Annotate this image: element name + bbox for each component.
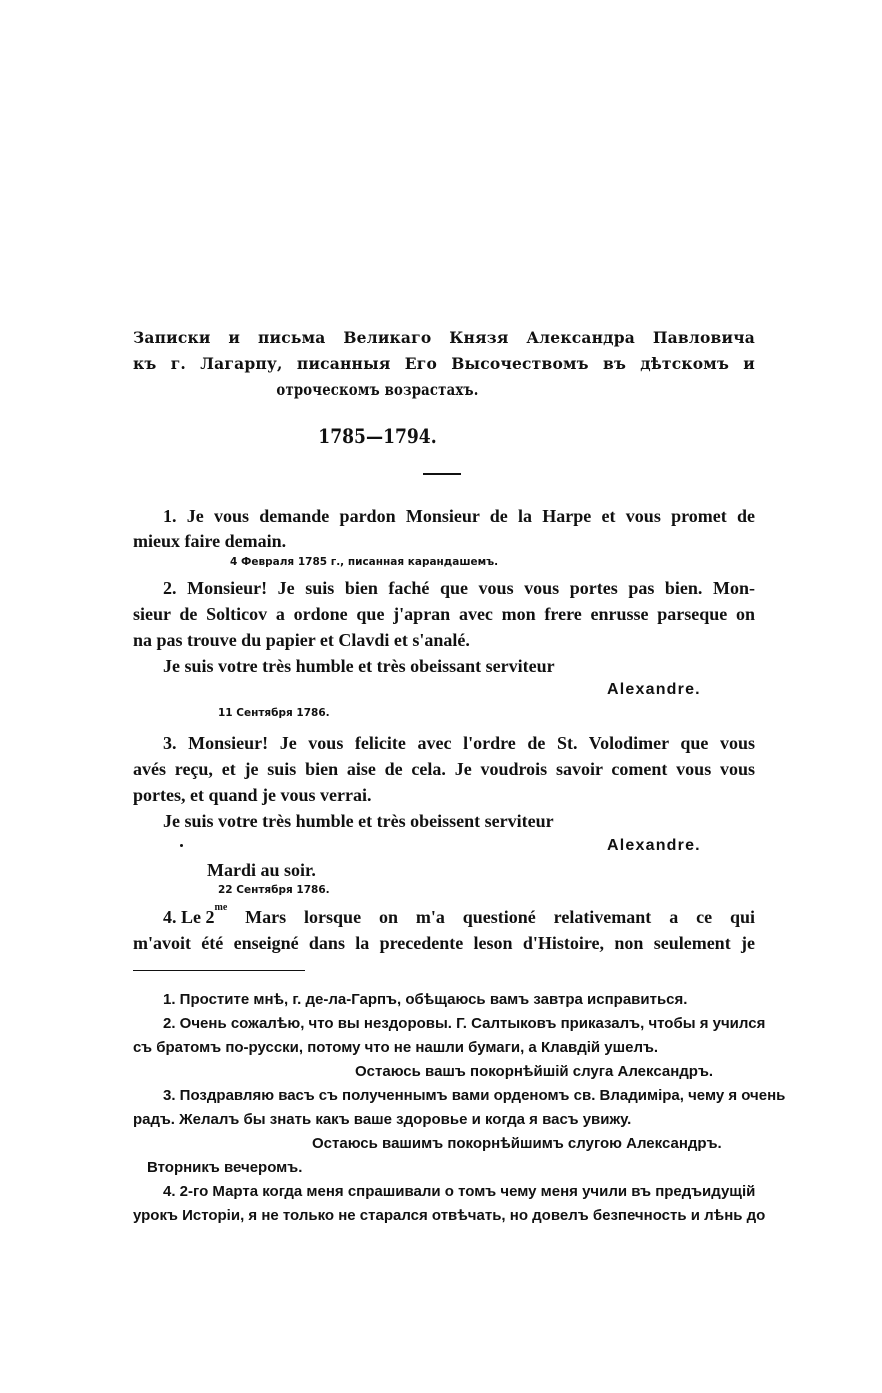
letter-2-line-3: na pas trouve du papier et Clavdi et s'analé. (133, 630, 470, 650)
footnote-2-line-1: 2. Очень сожалѣю, что вы нездоровы. Г. Салтыковъ приказалъ, чтобы я учился (163, 1015, 766, 1032)
stray-dot (180, 844, 183, 847)
letter-4-start: 4. Le 2 (163, 907, 215, 927)
footnote-4-line-2: урокъ Исторіи, я не только не старался отвѣчать, но довелъ безпечность и лѣнь до (133, 1207, 766, 1224)
footnote-3-signature: Остаюсь вашимъ покорнѣйшимъ слугою Александръ. (312, 1135, 722, 1152)
letter-3-signature: Alexandre. (607, 837, 701, 854)
letter-3-line-2: avés reçu, et je suis bien aise de cela. Je voudrois savoir coment vous vous (133, 759, 755, 779)
footnote-1: 1. Простите мнѣ, г. де-ла-Гарпъ, обѣщаюсь вамъ завтра исправиться. (163, 991, 688, 1008)
letter-1-line-1: 1. Je vous demande pardon Monsieur de la Harpe et vous promet de (163, 506, 755, 526)
title-line-2: къ г. Лагарпу, писанныя Его Высочествомъ въ дѣтскомъ и (133, 354, 755, 373)
letter-2-line-1: 2. Monsieur! Je suis bien faché que vous vous portes pas bien. Mon- (163, 578, 755, 598)
letter-2-closing: Je suis votre très humble et très obeissant serviteur (163, 656, 555, 676)
letter-1-date: 4 Февраля 1785 г., писанная карандашемъ. (230, 556, 499, 568)
letter-3-line-3: portes, et quand je vous verrai. (133, 785, 372, 805)
letter-2-date: 11 Сентября 1786. (218, 707, 330, 719)
letter-2-signature: Alexandre. (607, 681, 701, 698)
letter-4-line-2: m'avoit été enseigné dans la precedente leson d'Histoire, non seulement je (133, 933, 755, 953)
footnote-2-line-2: съ братомъ по-русски, потому что не нашли бумаги, а Клавдій ушелъ. (133, 1039, 659, 1056)
footnote-divider (133, 970, 305, 971)
title-line-3: отроческомъ возрастахъ. (276, 380, 479, 399)
footnote-3-line-2: радъ. Желалъ бы знать какъ ваше здоровье и когда я васъ увижу. (133, 1111, 632, 1128)
letter-3-date: 22 Сентября 1786. (218, 884, 330, 896)
letter-3-note: Mardi au soir. (207, 860, 316, 880)
heading-divider (423, 473, 461, 475)
footnote-3-line-1: 3. Поздравляю васъ съ полученнымъ вами орденомъ св. Владиміра, чему я очень (163, 1087, 786, 1104)
letter-3-line-1: 3. Monsieur! Je vous felicite avec l'ordre de St. Volodimer que vous (163, 733, 755, 753)
letter-2-line-2: sieur de Solticov a ordone que j'apran avec mon frere enrusse parseque on (133, 604, 755, 624)
footnote-2-signature: Остаюсь вашъ покорнѣйшій слуга Александръ. (355, 1063, 714, 1080)
letter-4-rest: Mars lorsque on m'a questioné relativemant a ce qui (227, 907, 755, 927)
footnote-3-note: Вторникъ вечеромъ. (147, 1159, 303, 1176)
footnote-4-line-1: 4. 2-го Марта когда меня спрашивали о томъ чему меня учили въ предъидущій (163, 1183, 756, 1200)
title-line-1: Записки и письма Великаго Князя Александра Павловича (133, 328, 755, 347)
letter-1-line-2: mieux faire demain. (133, 531, 287, 551)
letter-4-line-1 (163, 902, 755, 927)
years-heading: 1785—1794. (318, 424, 437, 448)
letter-4-superscript: me (214, 902, 228, 913)
letter-3-closing: Je suis votre très humble et très obeissent serviteur (163, 811, 554, 831)
